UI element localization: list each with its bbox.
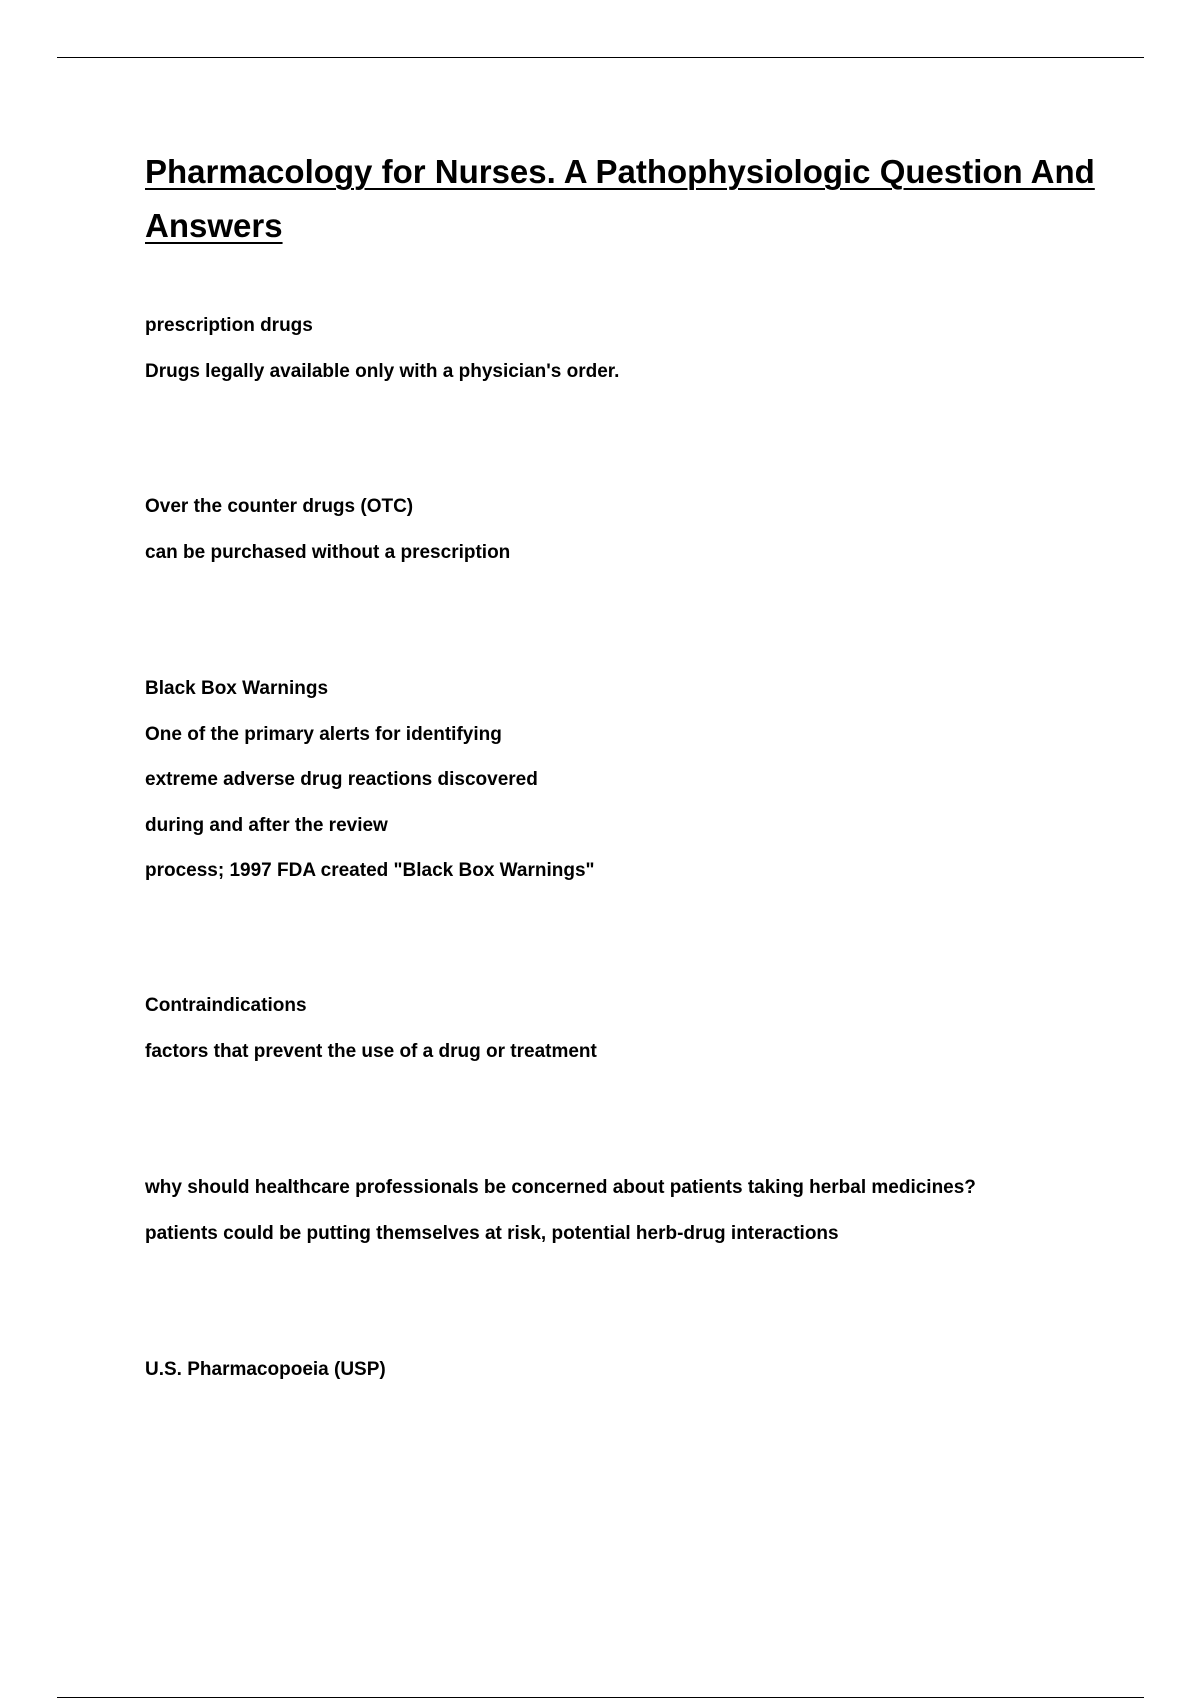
definition-line: during and after the review <box>145 814 388 836</box>
qa-entry-contraindications <box>145 983 1145 1074</box>
definition-line: extreme adverse drug reactions discovered <box>145 769 538 790</box>
header-rule <box>57 57 1144 58</box>
term: U.S. Pharmacopoeia (USP) <box>145 1359 386 1380</box>
term: why should healthcare professionals be concerned about patients taking herbal medicines? <box>145 1177 976 1198</box>
qa-entry-usp <box>145 1347 1145 1393</box>
term: Over the counter drugs (OTC) <box>145 496 414 517</box>
definition-line: Drugs legally available only with a physician's order. <box>145 360 620 382</box>
qa-entry-otc-drugs <box>145 484 1145 575</box>
definition-line: factors that prevent the use of a drug or treatment <box>145 1040 597 1062</box>
qa-entry-prescription-drugs <box>145 303 1145 394</box>
definition-line: process; 1997 FDA created "Black Box Warnings" <box>145 860 595 881</box>
qa-entry-black-box-warnings <box>145 666 1145 894</box>
page-title: Pharmacology for Nurses. A Pathophysiologic Question And Answers <box>145 153 1095 244</box>
definition-line: can be purchased without a prescription <box>145 541 511 563</box>
term: Black Box Warnings <box>145 678 329 699</box>
term: prescription drugs <box>145 315 313 336</box>
term: Contraindications <box>145 995 307 1016</box>
definition-line: One of the primary alerts for identifying <box>145 723 502 745</box>
definition-line: patients could be putting themselves at risk, potential herb-drug interactions <box>145 1222 839 1244</box>
qa-entry-herbal-medicines <box>145 1165 1145 1256</box>
footer-rule <box>57 1697 1144 1698</box>
